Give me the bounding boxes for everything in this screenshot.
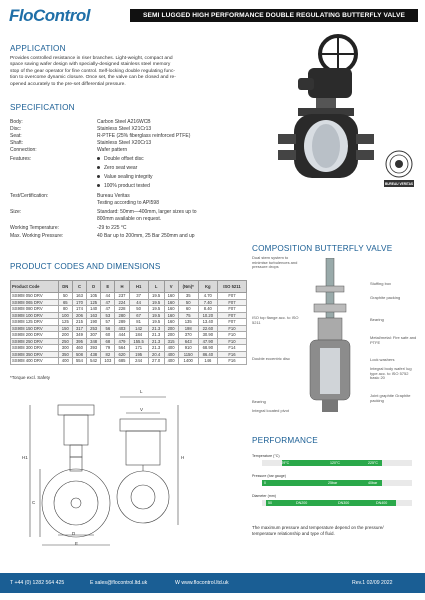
table-cell: 47.90 <box>198 338 217 345</box>
table-row <box>11 358 247 365</box>
table-cell: 7.40 <box>198 299 217 306</box>
table-cell: 244 <box>129 358 148 365</box>
table-cell: 19.5 <box>148 312 164 319</box>
product-codes-table <box>10 280 247 365</box>
table-cell: 280 <box>115 312 129 319</box>
spec-value-test-1: Bureau Veritas <box>97 193 130 199</box>
application-line: Provides controlled resistance in riser branches. Light-weight, compact and <box>10 56 173 61</box>
table-cell: 47 <box>101 306 115 313</box>
table-cell: 75 <box>178 312 198 319</box>
spec-value-size-1: Standard: 50mm—400mm, larger sizes up to <box>97 209 197 215</box>
table-header-row <box>11 281 247 293</box>
table-cell: 19.5 <box>148 299 164 306</box>
table-cell: F07 <box>217 319 246 326</box>
table-cell: 403 <box>115 325 129 332</box>
product-codes-heading: PRODUCT CODES AND DIMENSIONS <box>10 262 161 271</box>
table-cell: 100 <box>58 312 72 319</box>
table-cell: 67 <box>129 312 148 319</box>
dim-label-C: C <box>32 500 36 505</box>
performance-note-line: temperature relationship and type of fluid. <box>252 530 335 536</box>
table-cell: 20.4 <box>148 351 164 358</box>
spec-value-temperature: -29 to 225 °C <box>97 225 127 231</box>
callout-eccentric-disc: Double eccentric disc <box>252 356 291 361</box>
table-cell: F16 <box>217 351 246 358</box>
column-header: H <box>115 281 129 293</box>
table-cell: 160 <box>164 306 178 313</box>
perf-temp-tick: 120°C <box>330 461 341 465</box>
table-cell: 554 <box>72 358 86 365</box>
feature-item: 100% product tested <box>97 183 150 189</box>
callout-integral-body: Integral body wafer/ lug type acc. to ISO 5752 basic 20 <box>370 366 412 381</box>
table-cell: F14 <box>217 345 246 352</box>
table-cell: 171 <box>129 345 148 352</box>
table-cell: 21.3 <box>148 332 164 339</box>
table-cell: 170 <box>72 299 86 306</box>
footer-phone: T +44 (0) 1282 564 425 <box>10 580 65 586</box>
perf-pressure-bar <box>262 480 382 486</box>
table-cell: 198 <box>178 325 198 332</box>
feature-item: Value sealing integrity <box>97 174 153 180</box>
feature-item: Double offset disc <box>97 156 144 162</box>
table-cell: 44 <box>101 293 115 300</box>
table-cell: F07 <box>217 299 246 306</box>
cutaway-valve-image <box>300 258 360 418</box>
table-cell: SS908 050 DRV <box>11 293 59 300</box>
footer-revision: Rev.1 02/09 2022 <box>352 580 393 586</box>
perf-diameter-tick: DN300 <box>338 501 350 505</box>
logo-text-control: Control <box>33 6 90 25</box>
callout-dual-stem: Dual stem system to minimise turbulences and pressure drops <box>252 255 298 270</box>
table-cell: 400 <box>164 358 178 365</box>
table-cell: 50 <box>58 293 72 300</box>
application-line: tion to overcome dynamic closure. Once set, the valve can be closed and re- <box>10 75 176 81</box>
table-cell: 400 <box>58 358 72 365</box>
table-cell: 253 <box>87 325 101 332</box>
table-cell: 160 <box>164 319 178 326</box>
table-cell: 349 <box>72 332 86 339</box>
table-cell: 300 <box>58 345 72 352</box>
table-cell: 81 <box>129 319 148 326</box>
column-header: (Nm)* <box>178 281 198 293</box>
spec-value-test-2: Testing according to API598 <box>97 200 159 206</box>
table-cell: 10.20 <box>198 312 217 319</box>
perf-pressure-label: Pressure (bar gauge) <box>252 474 286 478</box>
dim-label-H1: H1 <box>22 455 28 460</box>
column-header: ISO 5211 <box>217 281 246 293</box>
table-cell: 206 <box>72 312 86 319</box>
table-cell: 400 <box>164 345 178 352</box>
table-cell: 53 <box>101 312 115 319</box>
table-cell: 35 <box>178 293 198 300</box>
table-cell: F10 <box>217 332 246 339</box>
table-cell: 80 <box>58 306 72 313</box>
callout-iso-flange: ISO top flange acc. to ISO 5211 <box>252 315 299 325</box>
column-header: H1 <box>129 281 148 293</box>
perf-pressure-tick: 0 <box>264 481 266 485</box>
spec-value-pressure: 40 Bar up to 200mm, 25 Bar 250mm and up <box>97 233 195 239</box>
table-cell: 190 <box>87 319 101 326</box>
table-cell: 140 <box>87 306 101 313</box>
table-cell: 200 <box>58 332 72 339</box>
torque-footnote: *Torque excl. Safety <box>10 375 51 380</box>
table-cell: 250 <box>58 338 72 345</box>
table-cell: 8.40 <box>198 306 217 313</box>
table-cell: F07 <box>217 293 246 300</box>
performance-note-line: The maximum pressure and temperature depend on the pressure/ <box>252 525 384 530</box>
table-cell: 60 <box>101 332 115 339</box>
callout-bearing-left: Bearing <box>252 399 266 404</box>
perf-temp-tick: -29°C <box>280 461 290 465</box>
footer-website[interactable]: W www.flocontrol.ltd.uk <box>175 580 229 586</box>
table-cell: 21.3 <box>148 345 164 352</box>
table-cell: F07 <box>217 312 246 319</box>
table-cell: 910 <box>178 345 198 352</box>
table-cell: 27.0 <box>148 358 164 365</box>
column-header: C <box>72 281 86 293</box>
table-cell: 135 <box>178 319 198 326</box>
table-cell: 57 <box>101 319 115 326</box>
perf-diameter-tick: DN400 <box>376 501 388 505</box>
column-header: Product Code <box>11 281 59 293</box>
perf-diameter-label: Diameter (mm) <box>252 494 276 498</box>
table-cell: 79 <box>101 345 115 352</box>
dimension-drawing <box>18 385 188 555</box>
table-cell: 228 <box>115 306 129 313</box>
table-cell: 103 <box>101 358 115 365</box>
table-cell: 160 <box>164 293 178 300</box>
application-heading: APPLICATION <box>10 44 66 53</box>
table-cell: 564 <box>115 345 129 352</box>
table-cell: 1150 <box>178 351 198 358</box>
table-cell: 44 <box>129 299 148 306</box>
table-cell: 105 <box>87 293 101 300</box>
table-cell: 444 <box>115 332 129 339</box>
table-cell: 685 <box>115 358 129 365</box>
table-cell: 19.5 <box>148 319 164 326</box>
table-cell: 460 <box>72 345 86 352</box>
table-cell: 370 <box>178 332 198 339</box>
perf-temperature-label: Temperature (°C) <box>252 454 280 458</box>
table-cell: 479 <box>115 338 129 345</box>
table-cell: 65 <box>58 299 72 306</box>
table-cell: SS908 100 DRV <box>11 312 59 319</box>
cert-badge-label: BUREAU VERITAS <box>384 182 414 186</box>
table-cell: 400 <box>164 351 178 358</box>
table-cell: 1400 <box>178 358 198 365</box>
table-cell: 30.90 <box>198 332 217 339</box>
table-cell: 37 <box>129 293 148 300</box>
table-cell: 50 <box>178 299 198 306</box>
table-cell: 393 <box>87 345 101 352</box>
table-cell: 21.3 <box>148 325 164 332</box>
feature-item: Zero seat wear <box>97 165 137 171</box>
column-header: L <box>148 281 164 293</box>
spec-label-body: Body: <box>10 119 23 125</box>
table-cell: 163 <box>72 293 86 300</box>
table-cell: 125 <box>87 299 101 306</box>
table-cell: 86.40 <box>198 351 217 358</box>
table-cell: 350 <box>58 351 72 358</box>
table-cell: 163 <box>87 312 101 319</box>
column-header: DN <box>58 281 72 293</box>
dim-label-E: E <box>75 541 79 546</box>
table-cell: F10 <box>217 338 246 345</box>
perf-temp-tick: 225°C <box>368 461 379 465</box>
callout-graphite-packing: Graphite packing <box>370 295 401 300</box>
table-cell: 215 <box>72 319 86 326</box>
table-cell: 155.5 <box>129 338 148 345</box>
table-cell: SS908 200 DRV <box>11 332 59 339</box>
table-cell: F07 <box>217 306 246 313</box>
column-header: D <box>87 281 101 293</box>
spec-label-connection: Connection: <box>10 147 37 153</box>
table-cell: 395 <box>72 338 86 345</box>
table-cell: SS908 350 DRV <box>11 351 59 358</box>
table-cell: 508 <box>72 351 86 358</box>
table-cell: SS908 065 DRV <box>11 299 59 306</box>
table-cell: 200 <box>164 325 178 332</box>
spec-label-test: Test/Certification: <box>10 193 49 199</box>
document-title: SEMI LUGGED HIGH PERFORMANCE DOUBLE REGULATING BUTTERFLY VALVE <box>130 9 418 22</box>
callout-bearing-right: Bearing <box>370 317 384 322</box>
table-cell: 150 <box>58 325 72 332</box>
table-cell: SS908 250 DRV <box>11 338 59 345</box>
table-cell: 142 <box>129 325 148 332</box>
table-cell: 348 <box>87 338 101 345</box>
table-cell: 200 <box>164 332 178 339</box>
table-cell: 237 <box>115 293 129 300</box>
column-header: V <box>164 281 178 293</box>
table-cell: 4.70 <box>198 293 217 300</box>
table-cell: 289 <box>115 319 129 326</box>
spec-label-size: Size: <box>10 209 22 215</box>
application-line: space saving wafer design with specially-designed stainless steel memory <box>10 62 171 68</box>
spec-label-features: Features: <box>10 156 32 162</box>
spec-value-connection: Wafer pattern <box>97 147 128 153</box>
callout-joint-graphite: Joint graphite Graphite packing <box>370 393 411 403</box>
spec-label-seat: Seat: <box>10 133 22 139</box>
dim-label-V: V <box>140 407 144 412</box>
performance-heading: PERFORMANCE <box>252 436 318 445</box>
spec-value-size-2: 800mm available on request. <box>97 216 162 222</box>
spec-label-shaft: Shaft: <box>10 140 24 146</box>
spec-value-shaft: Stainless Steel X20Cr13 <box>97 140 152 146</box>
table-cell: 13.40 <box>198 319 217 326</box>
table-cell: 307 <box>87 332 101 339</box>
application-line: stop of the gear operator for fine control. Self-locking double regulating func- <box>10 68 176 74</box>
table-cell: 19.5 <box>148 306 164 313</box>
application-text <box>10 56 245 88</box>
table-cell: 620 <box>115 351 129 358</box>
table-cell: F10 <box>217 325 246 332</box>
table-cell: 146 <box>198 358 217 365</box>
table-cell: F16 <box>217 358 246 365</box>
table-cell: 184 <box>129 332 148 339</box>
table-cell: SS908 300 DRV <box>11 345 59 352</box>
table-cell: 174 <box>72 306 86 313</box>
spec-label-pressure: Max. Working Pressure: <box>10 233 64 239</box>
application-line: opened accurately to the pre-set differential pressure. <box>10 81 126 87</box>
spec-value-disc: Stainless Steel X21Cr13 <box>97 126 152 132</box>
table-cell: SS908 150 DRV <box>11 325 59 332</box>
logo-text-flo: Flo <box>9 6 33 25</box>
callout-lock-washers: Lock washers <box>370 357 395 362</box>
table-cell: 315 <box>164 338 178 345</box>
table-cell: 50 <box>129 306 148 313</box>
perf-pressure-tick: 40bar <box>368 481 378 485</box>
composition-heading: COMPOSITION BUTTERFLY VALVE <box>252 244 393 253</box>
table-cell: 21.3 <box>148 338 164 345</box>
perf-diameter-tick: DN200 <box>296 501 308 505</box>
perf-pressure-tick: 25bar <box>328 481 338 485</box>
table-cell: 68.90 <box>198 345 217 352</box>
callout-fire-safe: Metal/metal: Fire safe and PTFE <box>370 335 417 345</box>
table-cell: 68 <box>101 338 115 345</box>
table-cell: 643 <box>178 338 198 345</box>
table-cell: SS908 080 DRV <box>11 306 59 313</box>
spec-label-disc: Disc: <box>10 126 22 132</box>
table-cell: SS908 125 DRV <box>11 319 59 326</box>
perf-diameter-track <box>262 500 412 506</box>
spec-value-body: Carbon Steel A216WCB <box>97 119 151 125</box>
table-cell: 317 <box>72 325 86 332</box>
table-cell: 195 <box>129 351 148 358</box>
performance-note <box>252 525 417 537</box>
dim-label-D: D <box>72 531 76 536</box>
column-header: Kg <box>198 281 217 293</box>
brand-logo <box>9 6 90 26</box>
perf-diameter-tick: 50 <box>268 501 272 505</box>
table-cell: 160 <box>164 312 178 319</box>
table-cell: 47 <box>101 299 115 306</box>
table-cell: 60 <box>178 306 198 313</box>
product-codes-body <box>11 293 247 365</box>
specification-heading: SPECIFICATION <box>10 103 75 112</box>
footer-email[interactable]: E sales@flocontrol.ltd.uk <box>90 580 148 586</box>
table-cell: 542 <box>87 358 101 365</box>
table-cell: 125 <box>58 319 72 326</box>
column-header: E <box>101 281 115 293</box>
table-cell: 438 <box>87 351 101 358</box>
callout-integral-pivot: Integral located pivot <box>252 408 289 413</box>
page-footer <box>0 573 425 593</box>
table-cell: SS908 400 DRV <box>11 358 59 365</box>
dim-label-H: H <box>181 455 185 460</box>
table-cell: 56 <box>101 325 115 332</box>
table-cell: 160 <box>164 299 178 306</box>
valve-product-image <box>268 32 378 190</box>
spec-value-seat: R-PTFE (25% fiberglass reinforced PTFE) <box>97 133 191 139</box>
dim-label-L: L <box>140 389 143 394</box>
table-cell: 22.60 <box>198 325 217 332</box>
table-cell: 224 <box>115 299 129 306</box>
page-header <box>0 0 425 32</box>
table-cell: 19.5 <box>148 293 164 300</box>
spec-label-temperature: Working Temperature: <box>10 225 60 231</box>
table-cell: 82 <box>101 351 115 358</box>
callout-stuffing-box: Stuffing box <box>370 281 392 286</box>
